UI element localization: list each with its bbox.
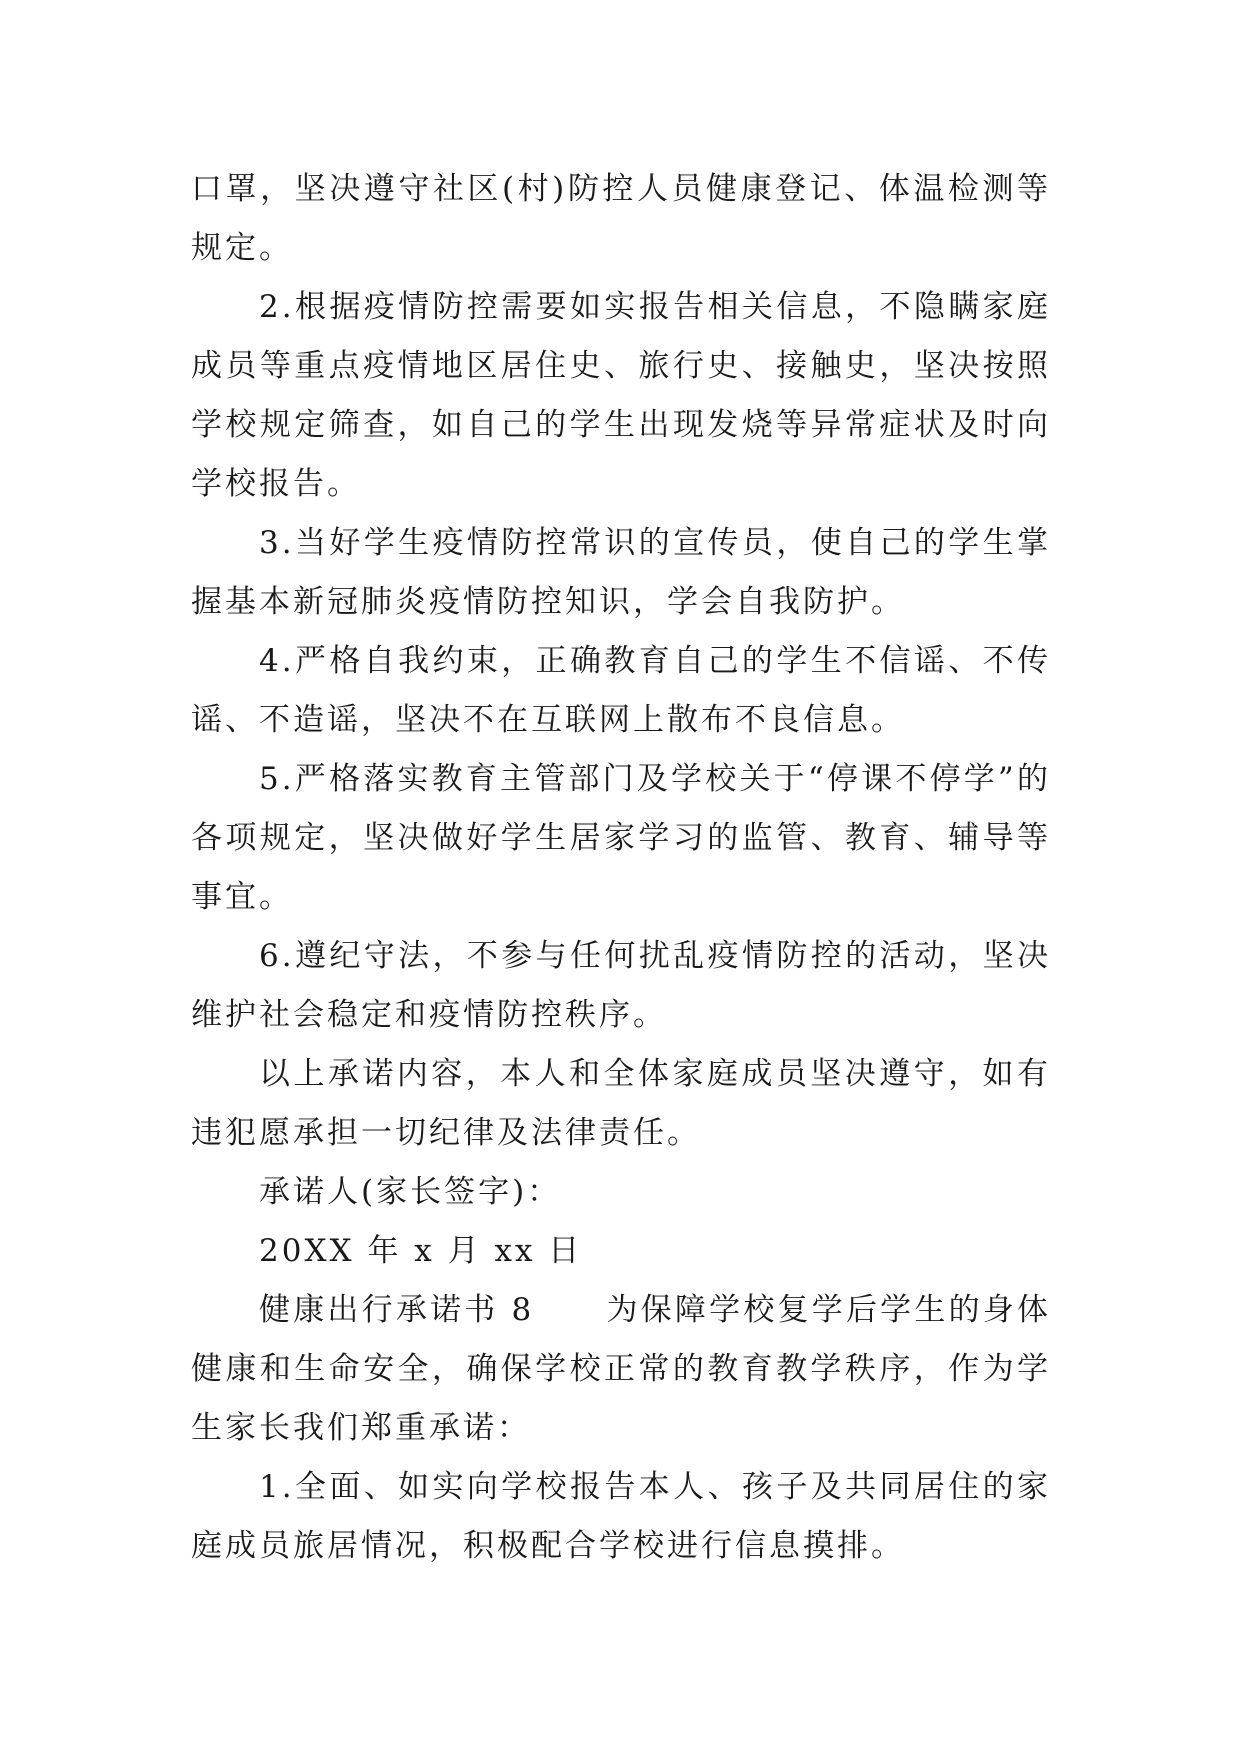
paragraph-continuation: 口罩，坚决遵守社区(村)防控人员健康登记、体温检测等规定。 — [191, 171, 1051, 266]
section-8-paragraph — [191, 1281, 1051, 1458]
paragraph-item-2: 2.根据疫情防控需要如实报告相关信息，不隐瞒家庭成员等重点疫情地区居住史、旅行史、接触史，坚决按照学校规定筛查，如自己的学生出现发烧等异常症状及时向学校报告。 — [191, 289, 1051, 502]
section-8-title: 健康出行承诺书 8 — [259, 1292, 535, 1328]
signature-line: 承诺人(家长签字)： — [259, 1174, 562, 1210]
document-body — [191, 160, 1051, 1576]
paragraph-item-4: 4.严格自我约束，正确教育自己的学生不信谣、不传谣、不造谣，坚决不在互联网上散布不良信息。 — [191, 643, 1051, 738]
section-8-intro: 为保障学校复学后学生的身体健康和生命安全，确保学校正常的教育教学秩序，作为学生家长我们郑重承诺： — [191, 1292, 1052, 1446]
paragraph-item-5: 5.严格落实教育主管部门及学校关于“停课不停学”的各项规定，坚决做好学生居家学习的监管、教育、辅导等事宜。 — [191, 761, 1051, 915]
paragraph-item-3: 3.当好学生疫情防控常识的宣传员，使自己的学生掌握基本新冠肺炎疫情防控知识，学会自我防护。 — [191, 525, 1051, 620]
paragraph-commitment: 以上承诺内容，本人和全体家庭成员坚决遵守，如有违犯愿承担一切纪律及法律责任。 — [191, 1056, 1051, 1151]
paragraph-final-item-1: 1.全面、如实向学校报告本人、孩子及共同居住的家庭成员旅居情况，积极配合学校进行信息摸排。 — [191, 1469, 1051, 1564]
date-line: 20XX 年 x 月 xx 日 — [259, 1233, 583, 1269]
paragraph-item-6: 6.遵纪守法，不参与任何扰乱疫情防控的活动，坚决维护社会稳定和疫情防控秩序。 — [191, 938, 1051, 1033]
